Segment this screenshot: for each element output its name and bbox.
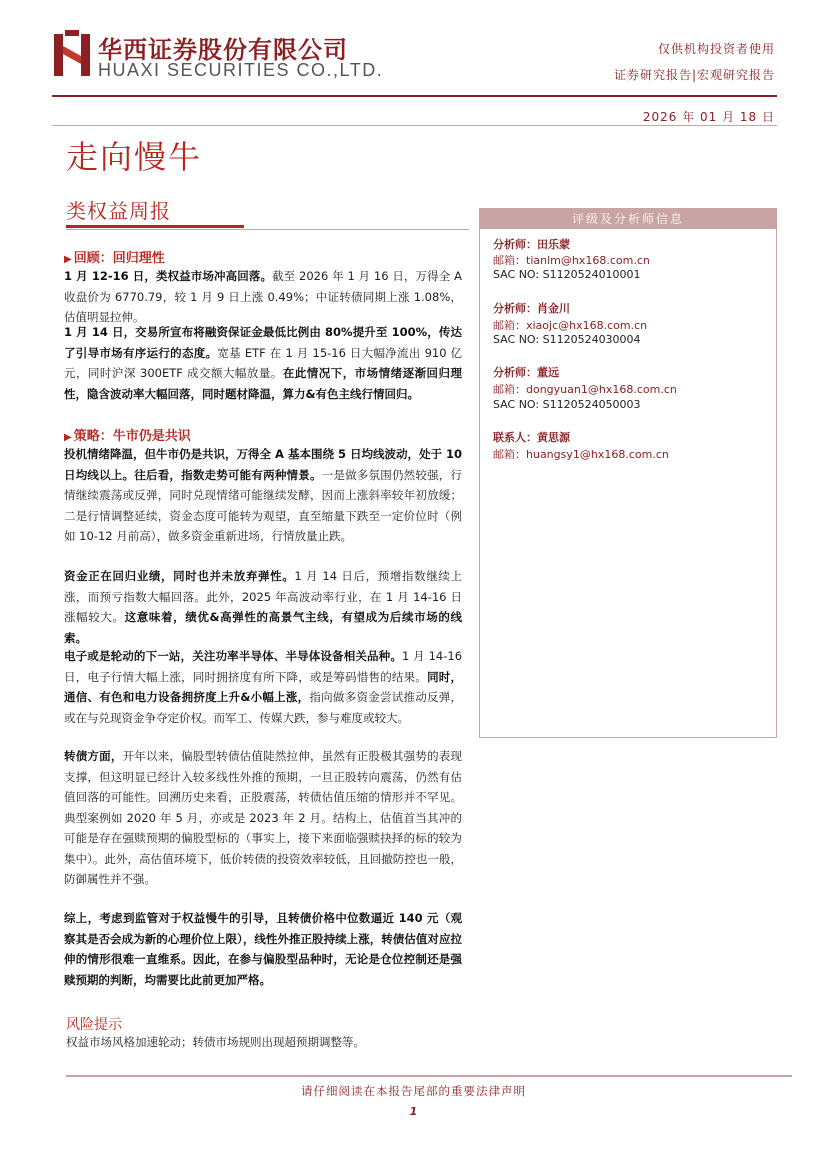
strategy-paragraph-5: 综上，考虑到监管对于权益慢牛的引导，且转债价格中位数逼近 140 元（观察其是否会成为新的心理价位上限），线性外推正股持续上涨，转债估值对应拉伸的情形很难一直维系。因此，在参与偏股型品种时，无论是仓位控制还是强赎预期的判断，均需要比此前更加严格。 [64, 911, 462, 987]
analyst-name: 分析师：肖金川 [493, 302, 570, 315]
strategy-paragraph-1: 投机情绪降温，但牛市仍是共识，万得全 A 基本围绕 5 日均线波动，处于 10 日均线以上。往后看，指数走势可能有两种情景。一是做多氛围仍然较强，行情继续震荡或反弹，同时兑现情绪可能继续发酵，因而上涨斜率较年初放缓；二是行情调整延续，资金态度可能转为观望，直至缩量下跌至一定价位时（例如 10-12 月前高），做多资金重新进场，行情放量止跌。 [64, 447, 463, 543]
report-title: 走向慢牛 [66, 138, 203, 176]
date-divider [52, 125, 777, 126]
analyst-info-heading: 评级及分析师信息 [480, 209, 776, 229]
audience-note: 仅供机构投资者使用 [657, 42, 775, 56]
contact-name: 联系人：黄思源 [493, 431, 570, 444]
subtitle-divider [66, 229, 469, 230]
risk-text: 权益市场风格加速轮动；转债市场规则出现超预期调整等。 [66, 1035, 365, 1049]
strategy-paragraph-4: 转债方面，开年以来，偏股型转债估值陡然拉伸，虽然有正股极其强势的表现支撑，但这明显已经计入较多线性外推的预期，一旦正股转向震荡，仍然有估值回落的可能性。回溯历史来看，正股震荡，转债估值压缩的情形并不罕见。典型案例如 2020 年 5 月，亦或是 2023 年 2 月。结构上，估值首当其冲的可能是存在强赎预期的偏股型标的（事实上，接下来面临强赎抉择的标的较为集中）。此外，高估值环境下，低价转债的投资效率较低，且回撤防控也一般，防御属性并不强。 [64, 749, 462, 886]
header-divider [52, 95, 777, 97]
strategy-paragraph-2: 资金正在回归业绩，同时也并未放弃弹性。1 月 14 日后，预增指数继续上涨，而预亏指数大幅回落。此外，2025 年高波动率行业，在 1 月 14-16 日涨幅较大。这意味着，绩优&高弹性的高景气主线，有望成为后续市场的线索。 [64, 569, 462, 645]
report-subtitle: 类权益周报 [66, 199, 171, 223]
review-paragraph-1: 1 月 12-16 日，类权益市场冲高回落。截至 2026 年 1 月 16 日，万得全 A 收盘价为 6770.79，较 1 月 9 日上涨 0.49%；中证转债同期上涨 1.08%，估值明显拉伸。 [64, 269, 462, 324]
analyst-email[interactable]: 邮箱：dongyuan1@hx168.com.cn [493, 383, 677, 396]
analyst-sac-number: SAC NO: S1120524030004 [493, 333, 641, 346]
analyst-name: 分析师：董远 [493, 366, 559, 379]
report-type: 证券研究报告|宏观研究报告 [613, 68, 775, 82]
triangle-bullet-icon: ▶ [64, 432, 72, 443]
contact-email[interactable]: 邮箱：huangsy1@hx168.com.cn [493, 448, 669, 461]
company-name-cn: 华西证券股份有限公司 [98, 35, 348, 64]
analyst-sac-number: SAC NO: S1120524050003 [493, 398, 641, 411]
analyst-email[interactable]: 邮箱：xiaojc@hx168.com.cn [493, 319, 648, 332]
analyst-sac-number: SAC NO: S1120524010001 [493, 268, 641, 281]
legal-disclaimer: 请仔细阅读在本报告尾部的重要法律声明 [301, 1084, 526, 1098]
analyst-email[interactable]: 邮箱：tianlm@hx168.com.cn [493, 254, 650, 267]
report-date: 2026 年 01 月 18 日 [642, 110, 775, 124]
section-heading-strategy: ▶ 策略：牛市仍是共识 [64, 429, 191, 444]
review-paragraph-2: 1 月 14 日，交易所宣布将融资保证金最低比例由 80%提升至 100%，传达了引导市场有序运行的态度。宽基 ETF 在 1 月 15-16 日大幅净流出 910 亿元，同时沪深 300ETF 成交额大幅放量。在此情况下，市场情绪逐渐回归理性，隐含波动率大幅回落，同时题材降温，算力&有色主线行情回归。 [64, 325, 462, 401]
analyst-info-panel [479, 208, 777, 738]
risk-heading: 风险提示 [66, 1017, 122, 1033]
section-heading-review: ▶ 回顾：回归理性 [64, 251, 165, 266]
analyst-name: 分析师：田乐蒙 [493, 238, 570, 251]
company-name-en: HUAXI SECURITIES CO.,LTD. [98, 60, 384, 80]
strategy-paragraph-3: 电子或是轮动的下一站，关注功率半导体、半导体设备相关品种。1 月 14-16 日，电子行情大幅上涨，同时拥挤度有所下降，或是筹码惜售的结果。同时，通信、有色和电力设备拥挤度上升&小幅上涨，指向做多资金尝试推动反弹，或在与兑现资金争夺定价权。而军工、传媒大跌，参与难度或较大。 [64, 649, 463, 725]
footer-divider [66, 1075, 792, 1077]
huaxi-logo [52, 30, 92, 78]
subtitle-accent-bar [66, 225, 244, 228]
triangle-bullet-icon: ▶ [64, 254, 72, 265]
page-number: 1 [409, 1105, 418, 1118]
